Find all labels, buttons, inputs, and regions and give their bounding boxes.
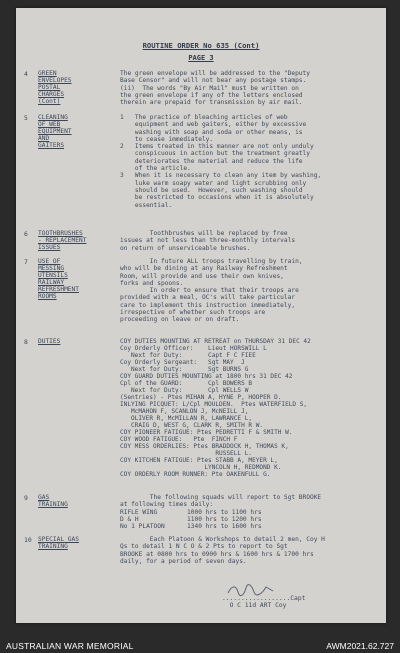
section-body: The following squads will report to Sgt BROOKE at following times daily: RIFLE WING 1000 hrs to 1100 hrs D & H 1100 hrs to 1200 hrs No 1 PLATOON 1340 hrs to 1600 hrs bbox=[120, 494, 322, 531]
sign-off: ..................Capt O C 11d ART Coy bbox=[222, 595, 306, 610]
section-heading: SPECIAL GAS TRAINING bbox=[38, 536, 79, 550]
section-heading: USE OF MESSING UTENSILS RAILWAY REFRESHMENT ROOMS bbox=[38, 258, 79, 300]
section-body: Each Platoon & Workshops to detail 2 men, Coy H Qs to detail 1 N C O & 2 Pts to report to Sgt BROOKE at 0800 hrs to 0900 hrs & 1600 hrs & 1700 hrs daily, for a period of seven days. bbox=[120, 536, 325, 565]
section-number: 10 bbox=[24, 536, 32, 544]
section-heading: DUTIES bbox=[38, 338, 61, 345]
section-body: In future ALL troops travelling by train, who will be dining at any Railway Refreshment Room, will provide and use their own knives, forks and spoons. In order to ensure that their troops are provided with a meal, OC's will take particular care to implement this instruction immediately, irrespective of whether such troops are proceeding on leave or on draft. bbox=[120, 258, 303, 324]
order-title: ROUTINE ORDER No 635 (Cont) bbox=[142, 41, 260, 50]
section-number: 9 bbox=[24, 494, 28, 502]
section-heading: TOOTHBRUSHES - REPLACEMENT ISSUES bbox=[38, 230, 87, 251]
section-number: 8 bbox=[24, 338, 28, 346]
section-body: 1 The practice of bleaching articles of web equipment and web gaiters, either by excessive washing with soap and soda or other means, is to cease immediately. 2 Items treated in this manner are not only unduly conspicuous in action but the treatment greatly deteriorates the material and reduce the life of the article. 3 When it is necessary to clean any item by washing, luke warm soapy water and light scrubbing only should be used. However, such washing should be restricted to occasions when it is absolutely essential. bbox=[120, 114, 322, 209]
footer-accession-number: AWM2021.62.727 bbox=[326, 641, 394, 651]
section-number: 6 bbox=[24, 230, 28, 238]
document-page bbox=[16, 8, 386, 623]
section-number: 5 bbox=[24, 114, 28, 122]
footer-institution: AUSTRALIAN WAR MEMORIAL bbox=[6, 641, 134, 651]
section-heading: GREEN ENVELOPES POSTAL CHARGES (Cont) bbox=[38, 70, 72, 105]
page-label: PAGE 3 bbox=[188, 54, 214, 62]
duties-roster: COY DUTIES MOUNTING AT RETREAT on THURSDAY 31 DEC 42 Coy Orderly Officer: Lieut HORSWILL L Next for Duty: Capt F C FIEE Coy Orderly Sergeant: Sgt MAY J Next for Duty: Sgt BURNS G COY GUARD DUTIES MOUNTING at 1800 hrs 31 DEC 42 Cpl of the GUARD: Cpl BOWERS B Next for Duty: Cpl WELLS W (Sentries) - Ptes MIHAN A, HYNE P, HOOPER D. INLYING PICQUET: L/Cpl MOULDEN. Ptes WATERFIELD S, McMAHON F, SCANLON J, McNEILL J, OLIVER R, McMILLAN R, LAWRANCE L, CRAIG D, WEST G, CLARK R, SMITH R W. COY PIONEER FATIGUE: Ptes PEDRETTI F & SMITH W. COY WOOD FATIGUE: Pte FINCH F COY MESS ORDERLIES: Ptes BRADDOCK H, THOMAS K, RUSSELL L. COY KITCHEN FATIGUE: Ptes STABB A, MEYER L, LYNCOLN H, REDMOND K. COY ORDERLY ROOM RUNNER: Pte OAKENFULL G. bbox=[120, 338, 311, 478]
section-body: Toothbrushes will be replaced by free issues at not less than three-monthly intervals on return of unserviceable brushes. bbox=[120, 230, 296, 252]
section-heading: CLEANING OF WEB EQUIPMENT AND GAITERS bbox=[38, 114, 72, 149]
section-heading: GAS TRAINING bbox=[38, 494, 68, 508]
section-number: 4 bbox=[24, 70, 28, 78]
section-number: 7 bbox=[24, 258, 28, 266]
section-body: The green envelope will be addressed to the "Deputy Base Censor" and will not bear any postage stamps. (ii) The words "By Air Mail" must be written on the green envelope if any of the letters enclosed therein are prepaid for transmission by air mail. bbox=[120, 70, 310, 107]
